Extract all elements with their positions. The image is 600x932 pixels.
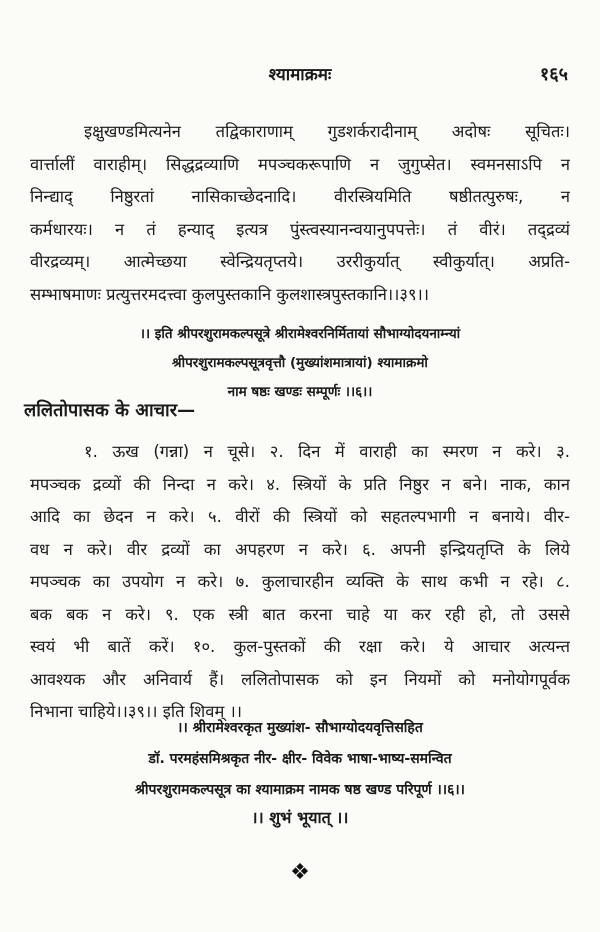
running-title: श्यामाक्रमः	[268, 65, 332, 85]
text-line: सम्भाषमाणः प्रत्युत्तरमदत्त्वा कुलपुस्तकानि कुलशास्त्रपुस्तकानि।।३९।।	[30, 284, 430, 304]
page-number: १६५	[539, 64, 568, 85]
text-line: आदि का छेदन न करे। ५. वीरों की स्त्रियों को सहतल्पभागी न बनाये। वीर-	[30, 507, 570, 526]
text-line: स्वयं भी बातें करें। १०. कुल-पुस्तकों की रक्षा करे। ये आचार अत्यन्त	[30, 637, 570, 656]
colophon-line: ।। इति श्रीपरशुरामकल्पसूत्रे श्रीरामेश्वरनिर्मितायां सौभाग्योदयनाम्न्यां	[139, 326, 461, 342]
sanskrit-colophon	[30, 320, 570, 407]
text-line: आवश्यक और अनिवार्य हैं। ललितोपासक को इन नियमों को मनोयोगपूर्वक	[30, 669, 570, 689]
hindi-explanation-paragraph	[30, 436, 570, 729]
colophon-line: नाम षष्ठः खण्डः सम्पूर्णः ।।६।।	[227, 384, 373, 400]
sanskrit-commentary-paragraph	[30, 116, 570, 311]
text-line: मपञ्चक का उपयोग न करे। ७. कुलाचारहीन व्यक्ति के साथ कभी न रहे। ८.	[30, 572, 570, 591]
colophon-line: श्रीपरशुरामकल्पसूत्रवृत्तौ (मुख्यांशमात्रायां) श्यामाक्रमो	[172, 355, 428, 371]
hindi-colophon	[30, 713, 570, 806]
colophon-line: श्रीपरशुरामकल्पसूत्र का श्यामाक्रम नामक षष्ठ खण्ड परिपूर्ण ।।६।।	[134, 782, 465, 798]
section-heading: ललितोपासक के आचार—	[24, 400, 196, 421]
text-line: कर्मधारयः। न तं हन्याद् इत्यत्र पुंस्त्वस्यानन्वयानुपपत्तेः। तं वीरं। तद्द्रव्यं	[30, 219, 570, 239]
colophon-line: ।। श्रीरामेश्वरकृत मुख्यांश- सौभाग्योदयवृत्तिसहित	[177, 720, 423, 736]
text-line: वार्त्तालीं वाराहीम्। सिद्धद्रव्याणि मपञ्चकरूपाणि न जुगुप्सेत। स्वमनसाऽपि न	[30, 154, 570, 174]
fleuron-ornament-icon: ❖	[290, 860, 310, 885]
text-line: बक बक न करे। ९. एक स्त्री बात करना चाहे या कर रही हो, तो उससे	[30, 604, 570, 624]
benediction: ।। शुभं भूयात् ।।	[251, 808, 349, 827]
text-line: १. ऊख (गन्ना) न चूसे। २. दिन में वाराही का स्मरण न करे। ३.	[84, 442, 570, 461]
colophon-line: डॉ. परमहंसमिश्रकृत नीर- क्षीर- विवेक भाषा-भाष्य-समन्वित	[148, 751, 452, 767]
text-line: मपञ्चक द्रव्यों की निन्दा न करे। ४. स्त्रियों के प्रति निष्ठुर न बने। नाक, कान	[30, 474, 570, 494]
page-header	[0, 62, 600, 92]
text-line: निभाना चाहिये।।३९।। इति शिवम् ।।	[30, 702, 243, 721]
text-line: वीरद्रव्यम्। आत्मेच्छया स्वेन्द्रियतृप्तये। उररीकुर्यात् स्वीकुर्यात्। अप्रति-	[30, 252, 570, 271]
text-line: निन्द्याद् निष्ठुरतां नासिकाच्छेदनादि। वीरस्त्रियमिति षष्ठीतत्पुरुषः, न	[30, 187, 570, 206]
text-line: इक्षुखण्डमित्यनेन तद्विकाराणाम् गुडशर्करादीनाम् अदोषः सूचितः।	[84, 122, 570, 141]
text-line: वध न करे। वीर द्रव्यों का अपहरण न करे। ६. अपनी इन्द्रियतृप्ति के लिये	[30, 539, 570, 559]
